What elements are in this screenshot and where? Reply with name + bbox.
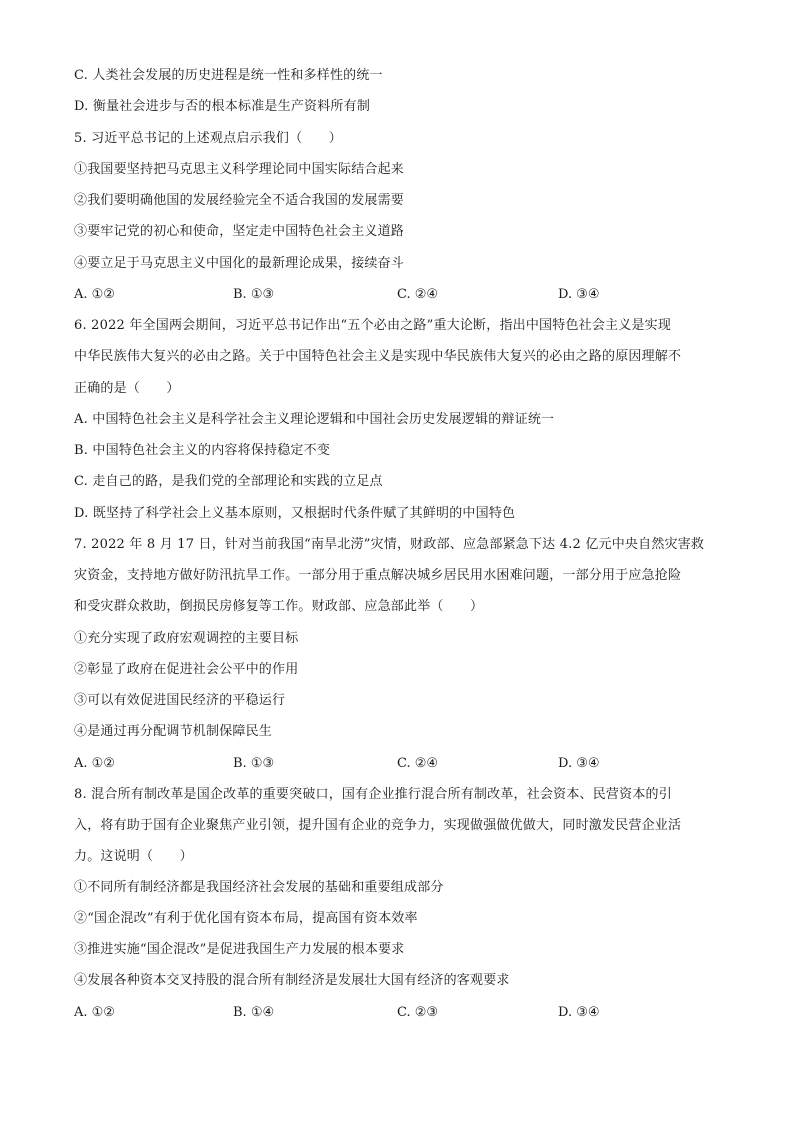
q7-stem-line-1: 7. 2022 年 8 月 17 日，针对当前我国“南旱北涝”灾情，财政部、应急部紧急下达 4.2 亿元中央自然灾害救: [74, 537, 705, 552]
q8-option-d: D. ③④: [558, 1005, 600, 1020]
q6-option-c: C. 走自己的路，是我们党的全部理论和实践的立足点: [74, 474, 383, 489]
q7-statement-3: ③可以有效促进国民经济的平稳运行: [74, 693, 286, 708]
q5-statement-4: ④要立足于马克思主义中国化的最新理论成果，接续奋斗: [74, 256, 405, 271]
q8-stem-line-1: 8. 混合所有制改革是国企改革的重要突破口，国有企业推行混合所有制改革，社会资本、民营资本的引: [74, 787, 672, 802]
q7-statement-2: ②彰显了政府在促进社会公平中的作用: [74, 662, 299, 677]
q8-statement-1: ①不同所有制经济都是我国经济社会发展的基础和重要组成部分: [74, 880, 444, 895]
q8-statement-4: ④发展各种资本交叉持股的混合所有制经济是发展壮大国有经济的客观要求: [74, 973, 510, 988]
q8-option-c: C. ②③: [397, 1005, 439, 1020]
q7-option-d: D. ③④: [558, 756, 600, 771]
q7-stem-line-3: 和受灾群众救助，倒损民房修复等工作。财政部、应急部此举（ ）: [74, 599, 484, 614]
q7-statement-1: ①充分实现了政府宏观调控的主要目标: [74, 631, 299, 646]
q5-option-b: B. ①③: [233, 287, 275, 302]
q6-stem-line-3: 正确的是（ ）: [74, 381, 180, 396]
q5-statement-2: ②我们要明确他国的发展经验完全不适合我国的发展需要: [74, 193, 405, 208]
q4-option-d: D. 衡量社会进步与否的根本标准是生产资料所有制: [74, 99, 371, 114]
q6-option-b: B. 中国特色社会主义的内容将保持稳定不变: [74, 443, 331, 458]
q5-option-d: D. ③④: [558, 287, 600, 302]
q7-option-c: C. ②④: [397, 756, 439, 771]
q5-statement-1: ①我国要坚持把马克思主义科学理论同中国实际结合起来: [74, 162, 405, 177]
q7-option-b: B. ①③: [233, 756, 275, 771]
q5-option-a: A. ①②: [74, 287, 115, 302]
q8-stem-line-2: 入，将有助于国有企业聚焦产业引领，提升国有企业的竞争力，实现做强做优做大，同时激发民营企业活: [74, 818, 682, 833]
q6-option-a: A. 中国特色社会主义是科学社会主义理论逻辑和中国社会历史发展逻辑的辩证统一: [74, 412, 555, 427]
q8-stem-line-3: 力。这说明（ ）: [74, 849, 193, 864]
q5-stem: 5. 习近平总书记的上述观点启示我们（ ）: [74, 131, 342, 146]
q5-statement-3: ③要牢记党的初心和使命，坚定走中国特色社会主义道路: [74, 224, 405, 239]
q8-statement-2: ②“国企混改”有利于优化国有资本布局，提高国有资本效率: [74, 911, 418, 926]
q6-stem-line-2: 中华民族伟大复兴的必由之路。关于中国特色社会主义是实现中华民族伟大复兴的必由之路的原因理解不: [74, 349, 682, 364]
q7-option-a: A. ①②: [74, 756, 115, 771]
q5-option-c: C. ②④: [397, 287, 439, 302]
q6-option-d: D. 既坚持了科学社会上义基本原则，又根据时代条件赋了其鲜明的中国特色: [74, 506, 516, 521]
q8-statement-3: ③推进实施“国企混改”是促进我国生产力发展的根本要求: [74, 942, 405, 957]
q8-option-b: B. ①④: [233, 1005, 275, 1020]
q7-statement-4: ④是通过再分配调节机制保障民生: [74, 724, 273, 739]
q7-stem-line-2: 灾资金，支持地方做好防汛抗旱工作。一部分用于重点解决城乡居民用水困难问题，一部分用于应急抢险: [74, 568, 682, 583]
q8-option-a: A. ①②: [74, 1005, 115, 1020]
q4-option-c: C. 人类社会发展的历史进程是统一性和多样性的统一: [74, 68, 383, 83]
q6-stem-line-1: 6. 2022 年全国两会期间，习近平总书记作出“五个必由之路”重大论断，指出中国特色社会主义是实现: [74, 318, 672, 333]
